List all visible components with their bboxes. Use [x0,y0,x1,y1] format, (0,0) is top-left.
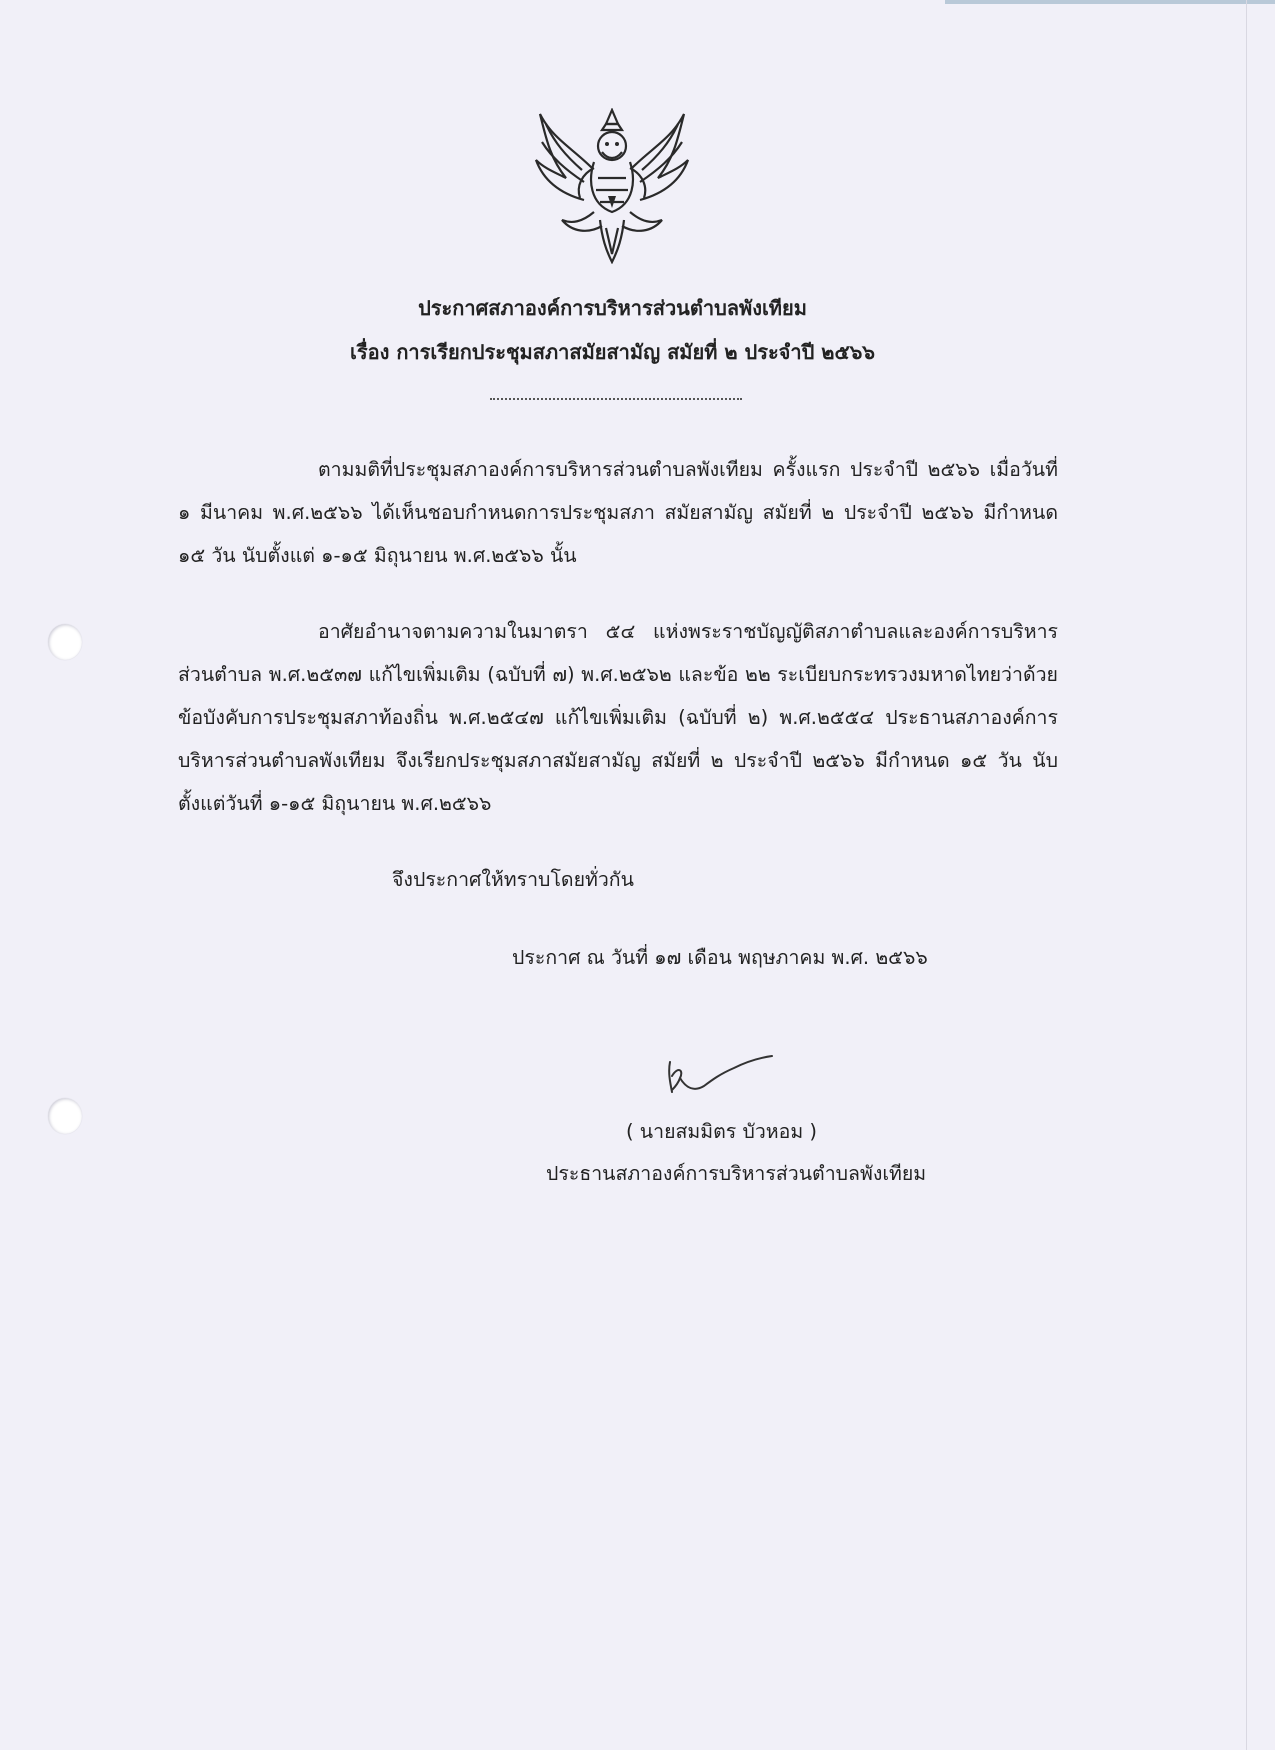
body-paragraph-2: อาศัยอำนาจตามความในมาตรา ๕๔ แห่งพระราชบัญญัติสภาตำบลและองค์การบริหารส่วนตำบล พ.ศ.๒๕๓๗ แก้ไขเพิ่มเติม (ฉบับที่ ๗) พ.ศ.๒๕๖๒ และข้อ ๒๒ ระเบียบกระทรวงมหาดไทยว่าด้วยข้อบังคับการประชุมสภาท้องถิ่น พ.ศ.๒๕๔๗ แก้ไขเพิ่มเติม (ฉบับที่ ๒) พ.ศ.๒๕๕๔ ประธานสภาองค์การบริหารส่วนตำบลพังเทียม จึงเรียกประชุมสภาสมัยสามัญ สมัยที่ ๒ ประจำปี ๒๕๖๖ มีกำหนด ๑๕ วัน นับตั้งแต่วันที่ ๑-๑๕ มิถุนายน พ.ศ.๒๕๖๖ [178,620,1058,815]
announcement-title: ประกาศสภาองค์การบริหารส่วนตำบลพังเทียม [418,296,807,320]
signatory-position: ประธานสภาองค์การบริหารส่วนตำบลพังเทียม [546,1162,927,1185]
announcement-date: ประกาศ ณ วันที่ ๑๗ เดือน พฤษภาคม พ.ศ. ๒๕๖๖ [512,946,928,969]
handwritten-signature [664,1052,774,1102]
title-divider [490,398,742,400]
closing-line: จึงประกาศให้ทราบโดยทั่วกัน [392,868,634,891]
garuda-emblem-icon [532,108,692,264]
punch-hole-top [48,624,82,660]
page-edge [1246,0,1247,1750]
punch-hole-bottom [48,1098,82,1134]
scan-edge-mark [945,0,1275,4]
signatory-name: ( นายสมมิตร บัวหอม ) [626,1120,818,1143]
announcement-subject: เรื่อง การเรียกประชุมสภาสมัยสามัญ สมัยที่ ๒ ประจำปี ๒๕๖๖ [350,340,875,364]
body-paragraph-1: ตามมติที่ประชุมสภาองค์การบริหารส่วนตำบลพังเทียม ครั้งแรก ประจำปี ๒๕๖๖ เมื่อวันที่ ๑ มีนาคม พ.ศ.๒๕๖๖ ได้เห็นชอบกำหนดการประชุมสภา สมัยสามัญ สมัยที่ ๒ ประจำปี ๒๕๖๖ มีกำหนด ๑๕ วัน นับตั้งแต่ ๑-๑๕ มิถุนายน พ.ศ.๒๕๖๖ นั้น [178,458,1058,567]
